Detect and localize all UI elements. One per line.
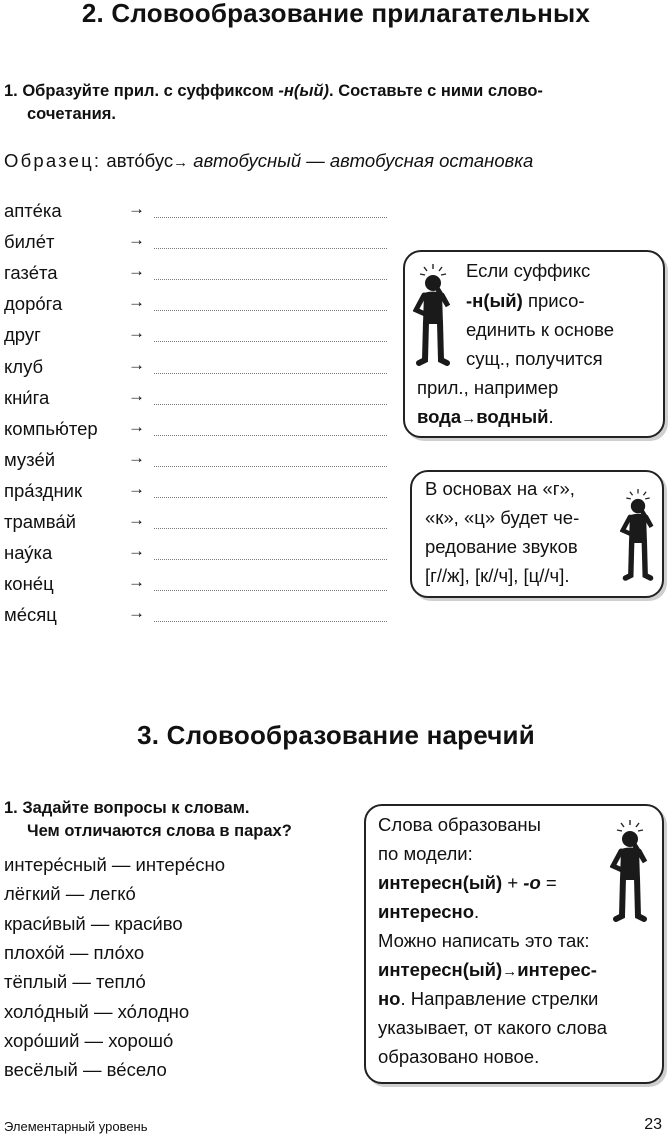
section2-title: 2. Словообразование прилагательных	[81, 0, 591, 28]
noun-word: клуб	[4, 355, 44, 377]
note1-line3: единить к основе	[466, 319, 614, 340]
note3-line1: Слова образованы	[378, 814, 541, 835]
thinking-person-icon	[620, 482, 656, 586]
word-pair: тёплый — тепло́	[4, 971, 146, 993]
answer-blank-line[interactable]	[154, 528, 387, 529]
word-row	[4, 352, 399, 383]
answer-blank-line[interactable]	[154, 466, 387, 467]
word-row	[4, 507, 399, 538]
section2-task-line2: сочетания.	[27, 105, 116, 123]
answer-blank-line[interactable]	[154, 341, 387, 342]
page-number: 23	[644, 1116, 662, 1133]
word-row	[4, 569, 399, 600]
note-suffix-box	[403, 250, 665, 438]
note1-line5: прил., например	[417, 377, 559, 398]
noun-word: биле́т	[4, 231, 55, 253]
note-adverb-box	[364, 804, 664, 1084]
note3-line2: по модели:	[378, 843, 473, 864]
answer-blank-line[interactable]	[154, 621, 387, 622]
note3-line5: Можно написать это так:	[378, 930, 590, 951]
note3-arrow: →	[502, 963, 518, 980]
sample-word: авто́бус	[106, 150, 174, 171]
thinking-person-icon	[610, 818, 650, 922]
arrow-icon: →	[128, 447, 145, 467]
word-pair: плохо́й — пло́хо	[4, 941, 145, 963]
note3-example-base: интересн(ый)	[378, 959, 503, 980]
arrow-icon: →	[128, 199, 145, 218]
note3-suffix: -о	[523, 872, 541, 893]
answer-blank-line[interactable]	[154, 497, 387, 498]
word-row	[4, 445, 399, 476]
noun-word: друг	[4, 324, 41, 346]
word-row	[4, 383, 399, 414]
noun-word: доро́га	[4, 293, 63, 315]
task-text-b: . Составьте с ними слово-	[329, 82, 543, 100]
noun-word: компью́тер	[4, 417, 98, 439]
sample-result: автобусный — автобусная остановка	[193, 150, 534, 171]
word-row	[4, 258, 399, 289]
answer-blank-line[interactable]	[154, 373, 387, 374]
noun-word: апте́ка	[4, 200, 62, 221]
sample-line	[4, 150, 533, 172]
sample-label: Образец:	[4, 150, 102, 171]
answer-blank-line[interactable]	[154, 248, 387, 249]
note3-model-result: интересно	[378, 901, 475, 922]
note2-line3: редование звуков	[425, 536, 578, 557]
section3-task-line1: 1. Задайте вопросы к словам.	[4, 799, 250, 817]
note1-line4: сущ., получится	[466, 348, 603, 369]
note1-arrow: →	[461, 410, 477, 427]
word-row	[4, 289, 399, 320]
answer-blank-line[interactable]	[154, 404, 387, 405]
arrow-icon: →	[128, 416, 145, 436]
arrow-icon: →	[128, 385, 145, 405]
noun-word: ме́сяц	[4, 604, 57, 626]
arrow-icon: →	[128, 292, 145, 312]
noun-word: кни́га	[4, 386, 50, 408]
word-row	[4, 476, 399, 507]
note1-line2	[466, 290, 585, 312]
word-pair: весёлый — ве́село	[4, 1059, 167, 1081]
note1-line2-rest: присо-	[522, 290, 585, 311]
answer-blank-line[interactable]	[154, 590, 387, 591]
arrow-icon: →	[128, 510, 145, 529]
note3-example-result: интерес-	[517, 959, 597, 980]
noun-word: коне́ц	[4, 573, 54, 595]
answer-blank-line[interactable]	[154, 310, 387, 311]
note3-example-ending: но	[378, 988, 401, 1009]
note3-equals: =	[540, 872, 557, 893]
arrow-icon: →	[128, 541, 145, 561]
note2-line1: В основах на «г»,	[425, 478, 575, 499]
noun-word: музе́й	[4, 448, 56, 470]
word-row	[4, 414, 399, 445]
answer-blank-line[interactable]	[154, 559, 387, 560]
answer-blank-line[interactable]	[154, 279, 387, 280]
thinking-person-icon	[413, 262, 453, 366]
note3-line4	[378, 901, 479, 923]
note1-suffix: -н(ый)	[466, 290, 523, 311]
arrow-icon: →	[128, 261, 145, 281]
word-pair: интере́сный — интере́сно	[4, 854, 225, 875]
note3-line6	[378, 959, 597, 981]
word-row	[4, 538, 399, 569]
arrow-icon: →	[128, 572, 145, 592]
word-row	[4, 320, 399, 351]
note1-line1: Если суффикс	[466, 260, 591, 281]
answer-blank-line[interactable]	[154, 217, 387, 218]
note3-line7	[378, 988, 598, 1010]
word-row	[4, 600, 399, 631]
note3-model-base: интересн(ый)	[378, 872, 503, 893]
section2-task	[4, 80, 668, 103]
note1-period: .	[548, 406, 554, 427]
note3-plus: +	[502, 872, 524, 893]
note1-example-adj: водный	[476, 406, 549, 427]
note3-line3	[378, 872, 557, 894]
noun-word: пра́здник	[4, 479, 83, 501]
arrow-icon: →	[128, 354, 145, 374]
noun-word: нау́ка	[4, 542, 53, 564]
word-pair: лёгкий — легко́	[4, 883, 136, 905]
note3-period: .	[474, 901, 480, 922]
task-text-a: 1. Образуйте прил. с суффиксом	[4, 82, 279, 100]
section3-title: 3. Словообразование наречий	[137, 720, 535, 750]
word-row	[4, 227, 399, 258]
word-pair: хоро́ший — хорошо́	[4, 1029, 174, 1051]
arrow-icon: →	[128, 478, 145, 498]
section3-task-line2: Чем отличаются слова в парах?	[27, 822, 292, 840]
footer-level: Элементарный уровень	[4, 1119, 148, 1134]
note-alternation-box	[410, 470, 664, 598]
task-suffix: -н(ый)	[278, 82, 330, 100]
arrow-icon: →	[128, 323, 145, 343]
word-row	[4, 196, 399, 227]
arrow-icon: →	[128, 603, 145, 623]
arrow-icon: →	[128, 230, 145, 250]
noun-word: газе́та	[4, 262, 58, 284]
word-pair: холо́дный — хо́лодно	[4, 1000, 190, 1022]
note3-line7-rest: . Направление стрелки	[400, 988, 599, 1009]
note2-line4: [г//ж], [к//ч], [ц//ч].	[425, 565, 570, 586]
answer-blank-line[interactable]	[154, 435, 387, 436]
noun-word: трамва́й	[4, 511, 77, 532]
note1-example-noun: вода	[417, 406, 462, 427]
note1-line6	[417, 406, 554, 428]
note3-line9: образовано новое.	[378, 1046, 540, 1067]
sample-arrow: →	[173, 154, 189, 171]
note2-line2: «к», «ц» будет че-	[425, 507, 580, 528]
word-pair: краси́вый — краси́во	[4, 912, 183, 934]
note3-line8: указывает, от какого слова	[378, 1017, 607, 1038]
